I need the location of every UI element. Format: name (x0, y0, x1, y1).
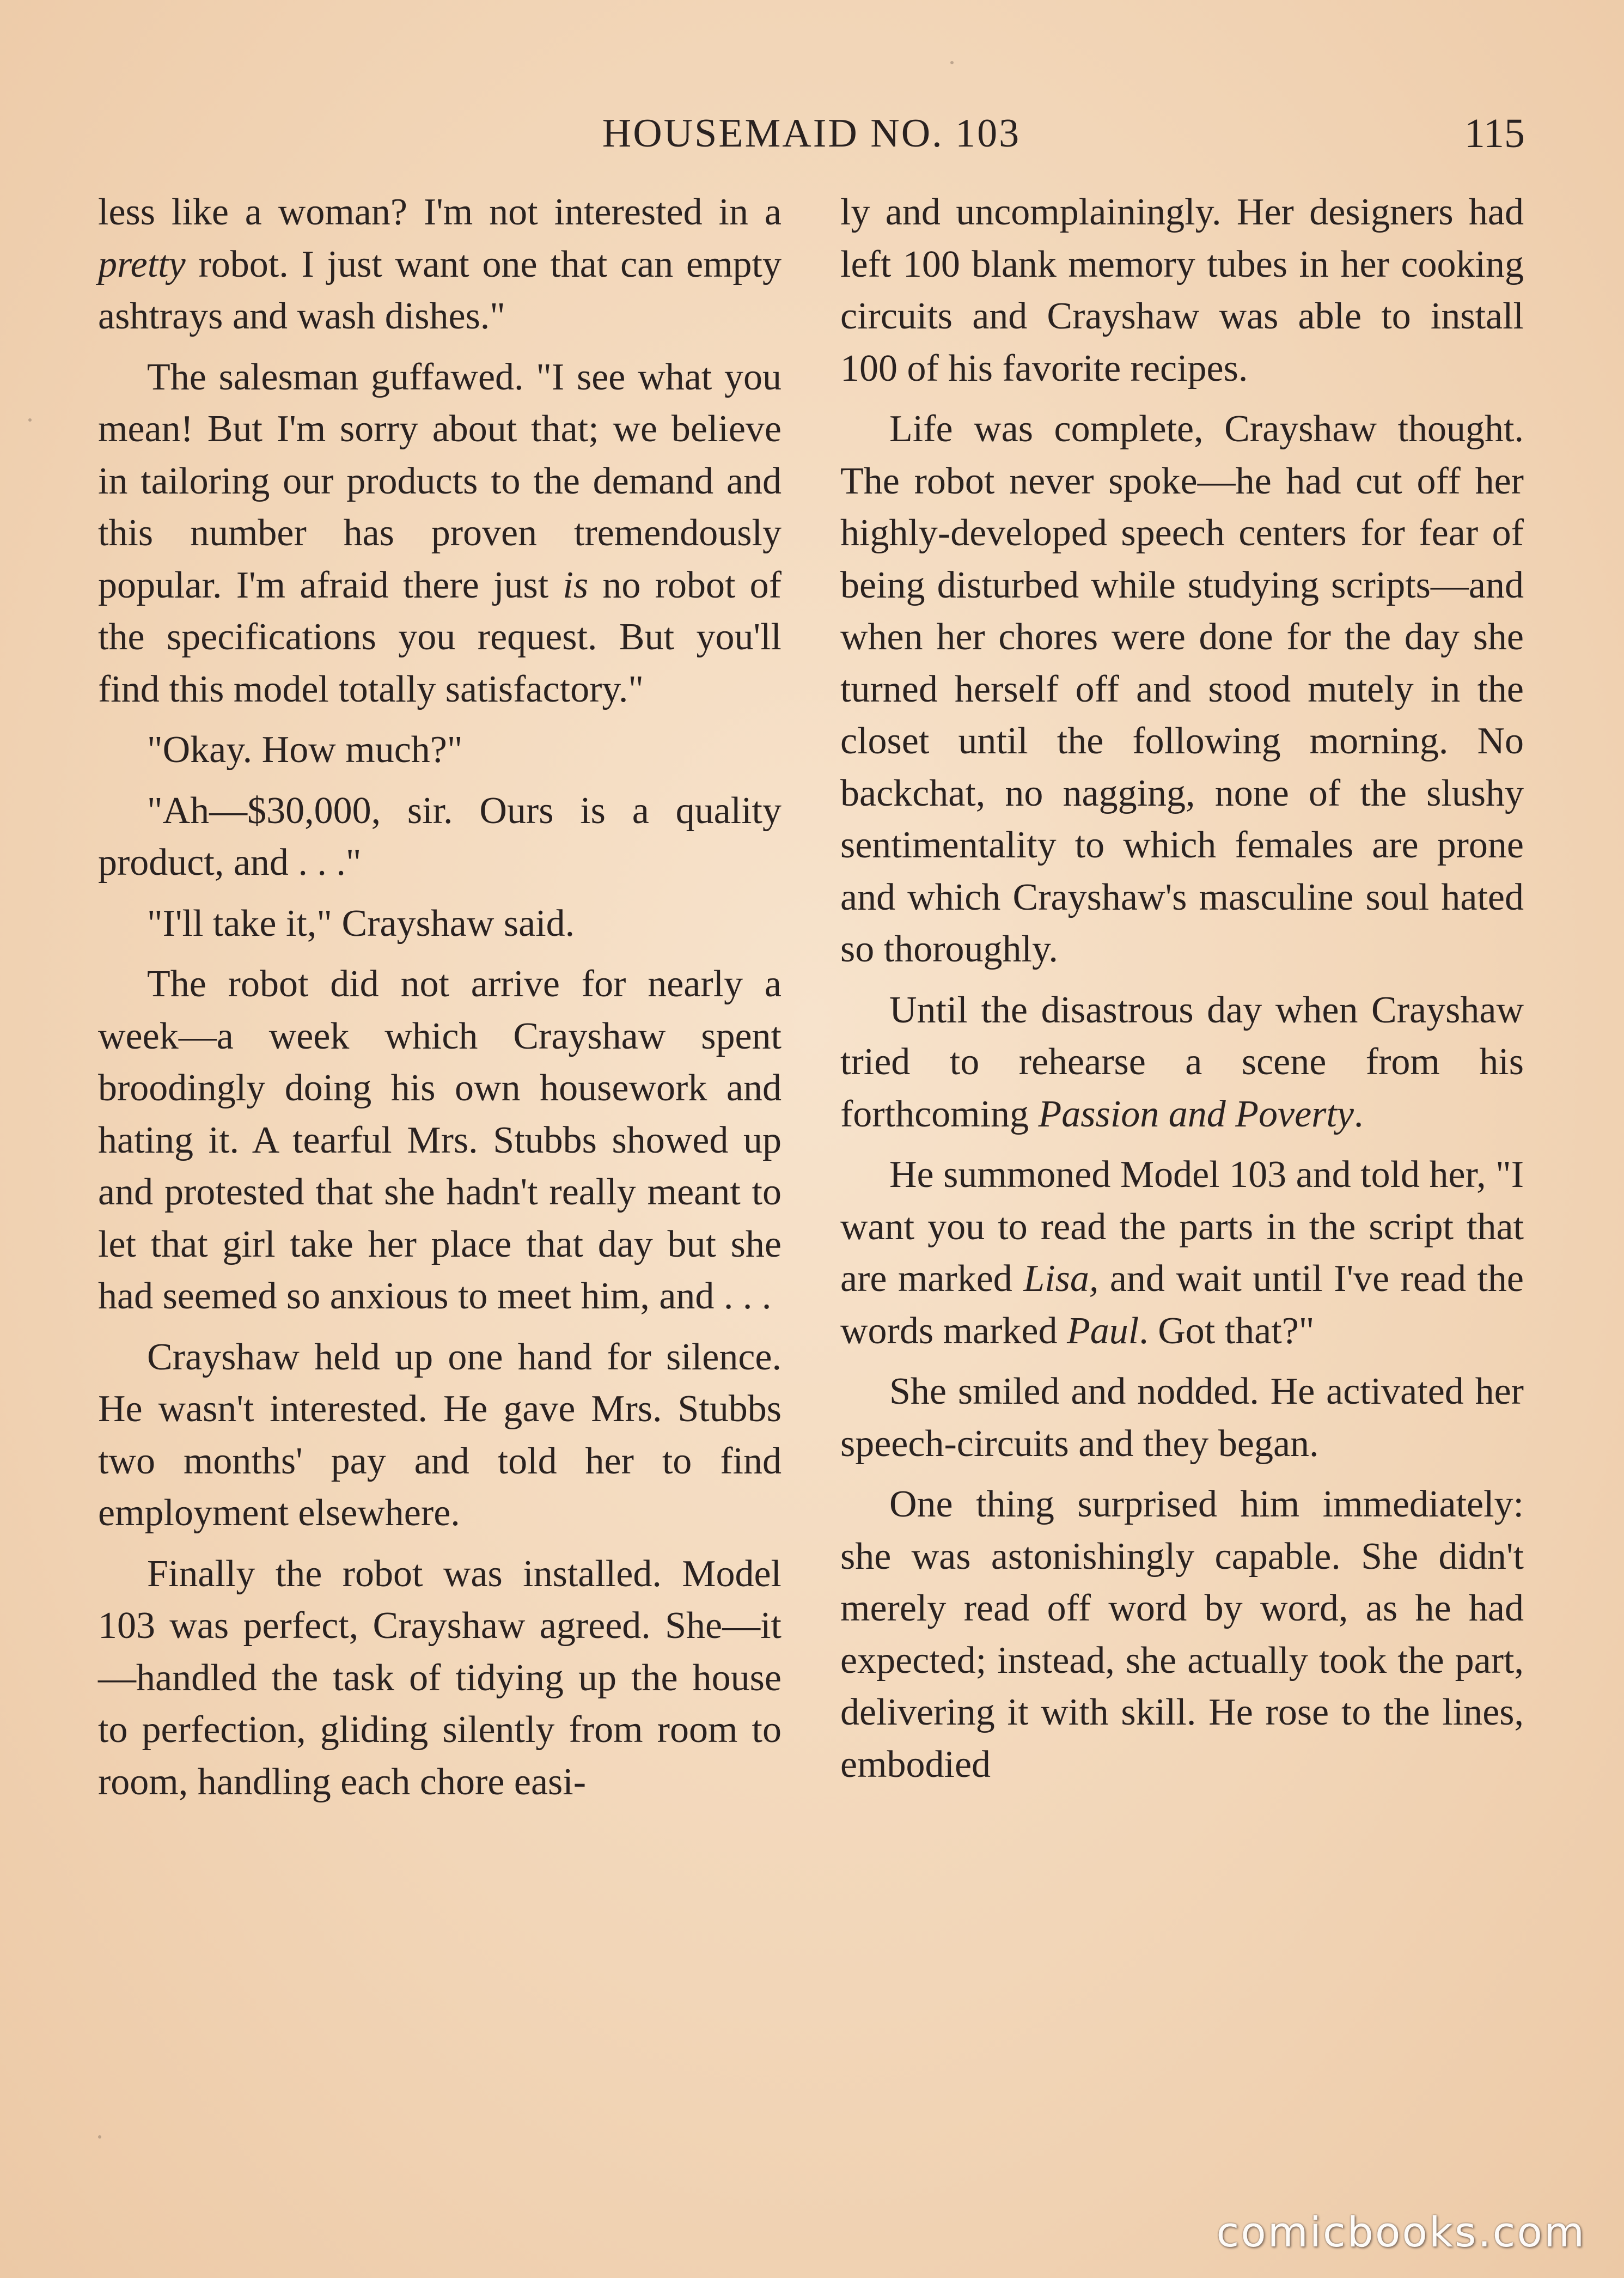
paragraph: Life was complete, Crayshaw thought. The robot never spoke—he had cut off her highly-developed speech centers for fear of being disturbed while studying scripts—and when her chores were done for the day she turned herself off and stood mutely in the closet until the following morning. No backchat, no nagging, none of the slushy sentimentality to which females are prone and which Crayshaw's masculine soul hated so thoroughly. (840, 408, 1524, 970)
paragraph: "Ah—$30,000, sir. Ours is a quality product, and . . ." (98, 789, 782, 884)
paragraph: Finally the robot was installed. Model 103 was perfect, Crayshaw agreed. She—it—handled the task of tidying up the house to perfection, gliding silently from room to room, handling each chore easi- (98, 1552, 782, 1803)
page-number: 115 (1464, 111, 1525, 156)
running-title: HOUSEMAID NO. 103 (602, 111, 1021, 156)
paragraph: "Okay. How much?" (147, 729, 463, 771)
paragraph: Crayshaw held up one hand for silence. He wasn't interested. He gave Mrs. Stubbs two months' pay and told her to find employment elsewhere. (98, 1336, 782, 1534)
paragraph: The robot did not arrive for nearly a week—a week which Crayshaw spent broodingly doing his own housework and hating it. A tearful Mrs. Stubbs showed up and protested that she hadn't really meant to let that girl take her place that day but she had seemed so anxious to meet him, and . . . (98, 963, 782, 1317)
paper-speck (98, 2135, 101, 2139)
paragraph: Until the disastrous day when Crayshaw tried to rehearse a scene from his forthcoming Passion and Poverty. (840, 989, 1524, 1135)
paragraph: "I'll take it," Crayshaw said. (147, 902, 575, 945)
paragraph: He summoned Model 103 and told her, "I want you to read the parts in the script that are marked Lisa, and wait until I've read the words marked Paul. Got that?" (840, 1154, 1524, 1352)
paragraph: The salesman guffawed. "I see what you mean! But I'm sorry about that; we believe in tailoring our products to the demand and this number has proven tremendously popular. I'm afraid there just is no robot of the specifications you request. But you'll find this model totally satisfactory." (98, 356, 782, 710)
running-head (98, 103, 1525, 163)
paragraph: ly and uncomplainingly. Her designers had left 100 blank memory tubes in her cooking circuits and Crayshaw was able to install 100 of his favorite recipes. (840, 191, 1524, 389)
paper-speck (28, 418, 32, 422)
left-column (98, 186, 782, 1817)
paragraph: One thing surprised him immediately: she was astonishingly capable. She didn't merely read off word by word, as he had expected; instead, she actually took the part, delivering it with skill. He rose to the lines, embodied (840, 1483, 1524, 1786)
right-column (840, 186, 1524, 1799)
watermark: comicbooks.com (1216, 2208, 1586, 2256)
paper-speck (950, 61, 954, 64)
paragraph: less like a woman? I'm not interested in a pretty robot. I just want one that can empty ashtrays and wash dishes." (98, 191, 782, 337)
paragraph: She smiled and nodded. He activated her speech-circuits and they began. (840, 1371, 1524, 1465)
